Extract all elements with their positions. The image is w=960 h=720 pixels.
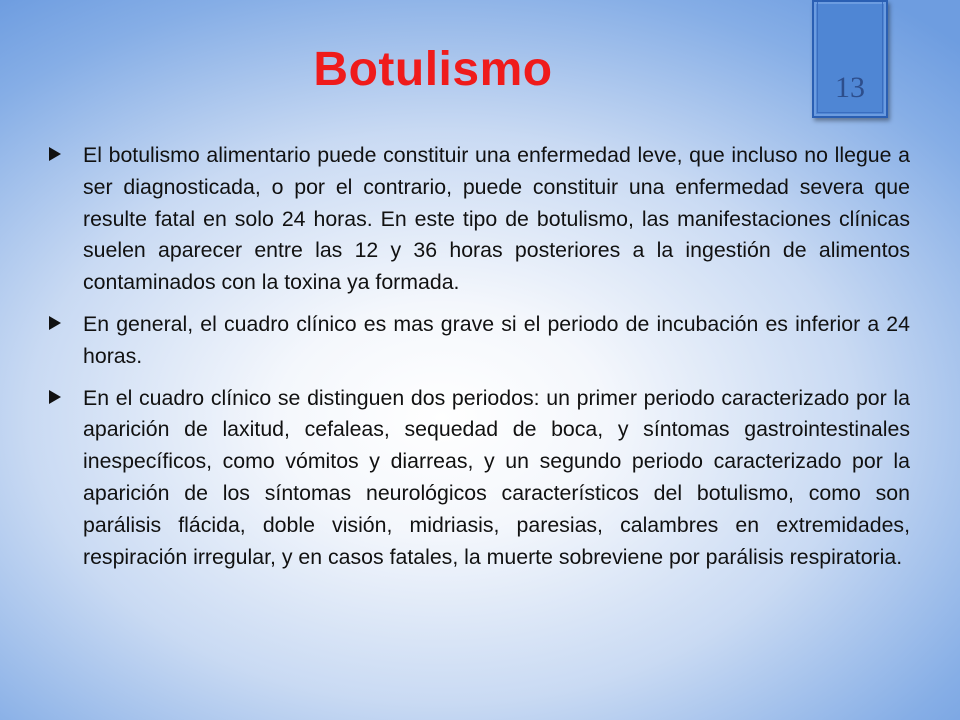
bullet-item [44, 383, 910, 574]
bullet-text: En general, el cuadro clínico es mas grave si el periodo de incubación es inferior a 24 horas. [83, 311, 910, 368]
arrow-right-bullet-icon [49, 390, 61, 404]
slide-title: Botulismo [313, 43, 553, 96]
page-number: 13 [835, 71, 865, 104]
bullet-text: El botulismo alimentario puede constituir una enfermedad leve, que incluso no llegue a ser diagnosticada, o por el contrario, puede constituir una enfermedad severa que resulte fatal en solo 24 horas. En este tipo de botulismo, las manifestaciones clínicas suelen aparecer entre las 12 y 36 horas posteriores a la ingestión de alimentos contaminados con la toxina ya formada. [83, 143, 910, 295]
bullet-list [44, 140, 910, 583]
bullet-text: En el cuadro clínico se distinguen dos periodos: un primer periodo caracterizado por la aparición de laxitud, cefaleas, sequedad de boca, y síntomas gastrointestinales inespecíficos, como vómitos y diarreas, y un segundo periodo caracterizado por la aparición de los síntomas neurológicos característicos del botulismo, como son parálisis flácida, doble visión, midriasis, paresias, calambres en extremidades, respiración irregular, y en casos fatales, la muerte sobreviene por parálisis respiratoria. [83, 385, 910, 569]
bullet-item [44, 309, 910, 373]
bullet-item [44, 140, 910, 299]
arrow-right-bullet-icon [49, 147, 61, 161]
page-number-badge [812, 0, 888, 118]
arrow-right-bullet-icon [49, 316, 61, 330]
